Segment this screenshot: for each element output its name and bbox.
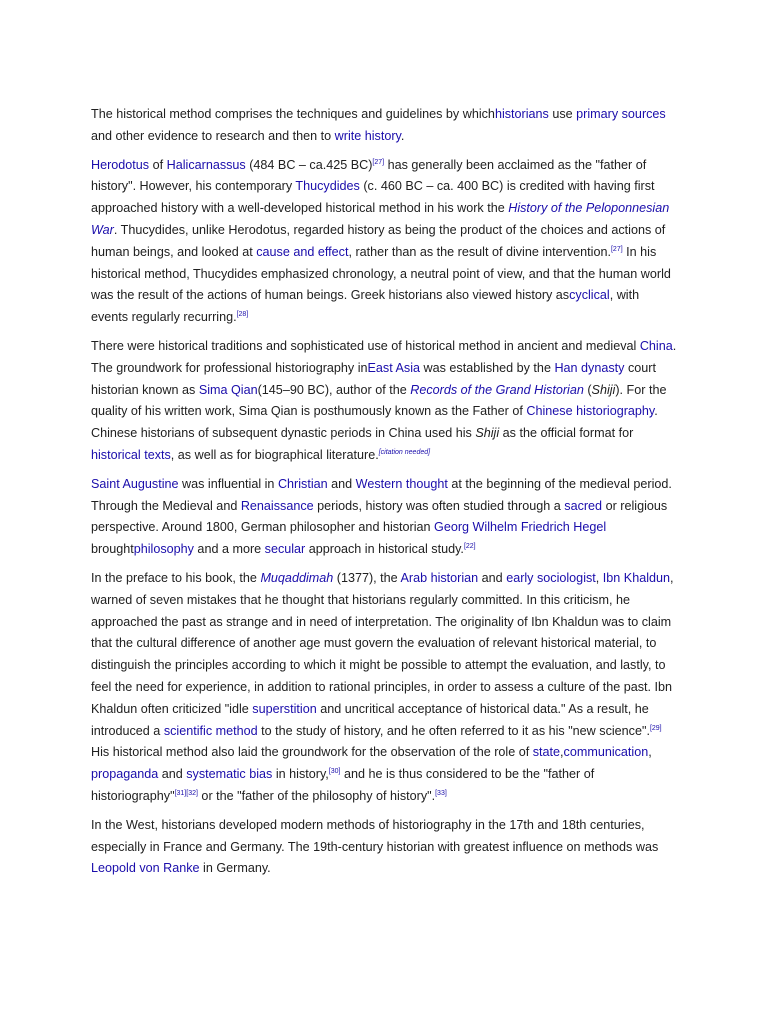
text-run: (145–90 BC), author of the xyxy=(257,382,411,397)
paragraph xyxy=(91,104,679,148)
inline-link[interactable]: sacred xyxy=(564,498,603,513)
text-run: was influential in xyxy=(178,476,278,491)
text-run: , rather than as the result of divine intervention. xyxy=(348,244,611,259)
inline-link[interactable]: systematic bias xyxy=(186,767,273,782)
text-run: . xyxy=(400,128,405,143)
inline-link[interactable]: cause and effect xyxy=(256,244,349,259)
text-run: . Chinese historians of subsequent dynastic periods in China used his xyxy=(91,404,658,441)
text-run: In the preface to his book, the xyxy=(91,570,261,585)
text-run: has generally been acclaimed as the "father of history". However, his contemporary xyxy=(91,157,647,194)
inline-link[interactable]: cyclical xyxy=(569,288,610,303)
text-run: of xyxy=(149,157,167,172)
inline-link[interactable]: Sima Qian xyxy=(198,382,258,397)
inline-link[interactable]: Renaissance xyxy=(240,498,314,513)
inline-link[interactable]: Ibn Khaldun xyxy=(602,570,671,585)
inline-link[interactable]: Han dynasty xyxy=(554,360,625,375)
paragraph xyxy=(91,474,679,561)
text-run: and xyxy=(158,767,187,782)
reference-marker[interactable]: [29] xyxy=(649,724,662,732)
text-run: His historical method also laid the groundwork for the observation of the role of xyxy=(91,745,533,760)
inline-link[interactable]: primary sources xyxy=(576,107,666,121)
text-run: In his historical method, Thucydides emphasized chronology, a neutral point of view, and that the human world was the result of the actions of human beings. Greek historians also viewed history as xyxy=(91,244,671,303)
text-run: . Thucydides, unlike Herodotus, regarded history as being the product of the choices and actions of human beings, and looked at xyxy=(91,222,666,259)
reference-marker[interactable]: [28] xyxy=(236,310,249,318)
inline-link[interactable]: state xyxy=(532,745,561,760)
inline-link[interactable]: Muqaddimah xyxy=(260,570,334,585)
inline-link[interactable]: historical texts xyxy=(91,447,171,462)
inline-link[interactable]: early sociologist xyxy=(506,570,596,585)
text-run: (c. 460 BC – ca. 400 BC) is credited with having first approached history with a well-developed historical method in his work the xyxy=(91,179,655,216)
text-run: as the official format for xyxy=(499,426,634,441)
inline-link[interactable]: superstition xyxy=(252,701,317,716)
reference-marker[interactable]: [27] xyxy=(610,245,623,253)
text-run: (484 BC – ca.425 BC) xyxy=(245,157,373,172)
paragraph xyxy=(91,815,679,880)
text-run: or the "father of the philosophy of history". xyxy=(197,788,436,803)
inline-link[interactable]: East Asia xyxy=(367,360,421,375)
inline-link[interactable]: Georg Wilhelm Friedrich Hegel xyxy=(434,520,607,535)
inline-link[interactable]: Chinese historiography xyxy=(526,404,655,419)
text-run: was established by the xyxy=(420,360,555,375)
text-run: brought xyxy=(91,542,134,557)
text-run: periods, history was often studied through a xyxy=(313,498,565,513)
inline-link[interactable]: History of the Peloponnesian War xyxy=(91,201,670,237)
text-run: use xyxy=(548,107,577,121)
inline-link[interactable]: Christian xyxy=(277,476,328,491)
text-run: . The groundwork for professional historiography in xyxy=(91,338,677,375)
paragraph xyxy=(91,568,679,808)
reference-marker[interactable]: [27] xyxy=(372,158,385,166)
text-run: Shiji xyxy=(475,426,500,441)
text-run: and other evidence to research and then to xyxy=(91,128,335,143)
article-body xyxy=(91,104,679,887)
text-run: court historian known as xyxy=(91,360,656,397)
inline-link[interactable]: secular xyxy=(264,542,306,557)
text-run: , as well as for biographical literature. xyxy=(170,447,379,462)
inline-link[interactable]: historians xyxy=(494,107,549,121)
text-run: and a more xyxy=(193,542,265,557)
inline-link[interactable]: propaganda xyxy=(91,767,159,782)
text-run: and xyxy=(327,476,356,491)
inline-link[interactable]: write history xyxy=(334,128,401,143)
inline-link[interactable]: Records of the Grand Historian xyxy=(410,382,584,397)
text-run: at the beginning of the medieval period. Through the Medieval and xyxy=(91,476,672,513)
inline-link[interactable]: Saint Augustine xyxy=(91,476,179,491)
text-run: There were historical traditions and sophisticated use of historical method in ancient and medieval xyxy=(91,338,640,353)
text-run: ). For the quality of his written work, Sima Qian is posthumously known as the Father of xyxy=(91,382,667,419)
inline-link[interactable]: scientific method xyxy=(163,723,258,738)
inline-link[interactable]: Leopold von Ranke xyxy=(91,861,200,876)
text-run: and he is thus considered to be the "father of historiography" xyxy=(91,767,595,803)
text-run: , xyxy=(560,745,564,760)
text-run: Shiji xyxy=(591,382,616,397)
text-run: or religious perspective. Around 1800, German philosopher and historian xyxy=(91,498,668,535)
text-run: approach in historical study. xyxy=(305,542,464,557)
inline-link[interactable]: Halicarnassus xyxy=(166,157,246,172)
reference-marker[interactable]: [22] xyxy=(463,542,476,550)
text-run: in history, xyxy=(272,767,329,782)
text-run: in Germany. xyxy=(199,861,271,876)
text-run: , warned of seven mistakes that he thought that historians regularly committed. In this criticism, he approached the past as strange and in need of interpretation. The originality of Ibn Khaldun was to claim that the cultural difference of another age must govern the evaluation of relevant historical material, to distinguish the principles according to which it might be possible to attempt the evaluation, and lastly, to feel the need for experience, in addition to rational principles, in order to assess a culture of the past. Ibn Khaldun often criticized "idle xyxy=(91,570,674,716)
text-run: In the West, historians developed modern methods of historiography in the 17th and 18th centuries, especially in France and Germany. The 19th-century historian with greatest influence on methods was xyxy=(91,817,659,854)
inline-link[interactable]: Arab historian xyxy=(400,570,479,585)
paragraph xyxy=(91,155,679,329)
text-run: to the study of history, and he often referred to it as his "new science". xyxy=(257,723,650,738)
reference-marker[interactable]: [30] xyxy=(328,767,341,775)
inline-link[interactable]: Western thought xyxy=(355,476,448,491)
inline-link[interactable]: Thucydides xyxy=(295,179,360,194)
text-run: The historical method comprises the techniques and guidelines by which xyxy=(91,107,495,121)
text-run: ( xyxy=(583,382,592,397)
text-run: and xyxy=(478,570,507,585)
reference-marker[interactable]: [33] xyxy=(435,789,447,797)
text-run: , xyxy=(648,745,652,760)
text-run: (1377), the xyxy=(333,570,401,585)
inline-link[interactable]: philosophy xyxy=(133,542,194,557)
reference-marker[interactable]: [31][32] xyxy=(174,789,198,797)
text-run: and uncritical acceptance of historical data." As a result, he introduced a xyxy=(91,701,649,738)
paragraph xyxy=(91,336,679,467)
text-run: , xyxy=(595,570,603,585)
text-run: , with events regularly recurring. xyxy=(91,288,640,325)
inline-link[interactable]: China xyxy=(639,338,673,353)
citation-needed-tag[interactable]: [citation needed] xyxy=(378,448,431,456)
inline-link[interactable]: communication xyxy=(563,745,649,760)
inline-link[interactable]: Herodotus xyxy=(91,157,150,172)
